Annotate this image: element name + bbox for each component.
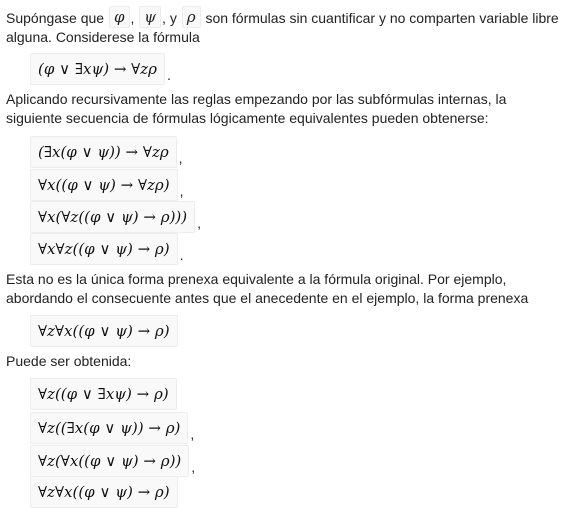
phi-symbol: φ bbox=[109, 6, 130, 28]
formula-punct: , bbox=[197, 215, 202, 231]
formula-box: ∀x∀z((φ ∨ ψ) → ρ) bbox=[30, 233, 178, 265]
recursive-paragraph: Aplicando recursivamente las reglas empezando por las subfórmulas internas, la siguiente secuencia de fórmulas lógicamente equivalentes pueden obtenerse: bbox=[6, 91, 507, 126]
other-form-paragraph: Esta no es la única forma prenexa equivalente a la fórmula original. Por ejemplo, abordando el consecuente antes que el anecedente en el ejemplo, la forma prenexa bbox=[6, 271, 529, 306]
sequence-2-formula bbox=[30, 378, 179, 410]
formula-punct: , bbox=[191, 459, 196, 475]
sequence-1-formula bbox=[30, 169, 183, 201]
intro-comma-y: , y bbox=[162, 10, 177, 26]
sequence-2-formula bbox=[30, 476, 180, 508]
sequence-2-formula bbox=[30, 445, 195, 477]
formula-box: ∀z((∃x(φ ∨ ψ)) → ρ) bbox=[30, 412, 188, 444]
sequence-1-formula bbox=[30, 233, 183, 265]
alt-formula bbox=[30, 315, 180, 347]
sequence-1-formula bbox=[30, 201, 201, 233]
formula-box: ∀z∀x((φ ∨ ψ) → ρ) bbox=[30, 476, 178, 508]
psi-symbol: ψ bbox=[139, 6, 161, 28]
formula-punct: . bbox=[166, 67, 171, 83]
intro-paragraph bbox=[6, 6, 563, 47]
formula-punct: . bbox=[179, 247, 184, 263]
formula-box: (φ ∨ ∃xψ) → ∀zρ bbox=[30, 53, 165, 85]
original-formula bbox=[30, 53, 171, 85]
formula-box: ∀x(∀z((φ ∨ ψ) → ρ))) bbox=[30, 201, 195, 233]
formula-punct: , bbox=[179, 183, 184, 199]
obtained-paragraph: Puede ser obtenida: bbox=[6, 353, 132, 369]
formula-box: ∀x((φ ∨ ψ) → ∀zρ) bbox=[30, 169, 178, 201]
intro-text-start: Supóngase que bbox=[6, 10, 105, 26]
formula-box: ∀z(∀x((φ ∨ ψ) → ρ)) bbox=[30, 445, 189, 477]
formula-box: (∃x(φ ∨ ψ)) → ∀zρ bbox=[30, 136, 177, 168]
sequence-2-formula bbox=[30, 412, 194, 444]
formula-box: ∀z∀x((φ ∨ ψ) → ρ) bbox=[30, 315, 178, 347]
formula-box: ∀z((φ ∨ ∃xψ) → ρ) bbox=[30, 378, 177, 410]
intro-comma: , bbox=[130, 10, 135, 26]
sequence-1-formula bbox=[30, 136, 183, 168]
formula-punct: , bbox=[178, 150, 183, 166]
formula-punct: , bbox=[190, 426, 195, 442]
rho-symbol: ρ bbox=[182, 6, 201, 28]
intro-text-end: son fórmulas sin cuantificar y no comparten variable libre alguna. Considerese la fórmula bbox=[6, 10, 559, 45]
